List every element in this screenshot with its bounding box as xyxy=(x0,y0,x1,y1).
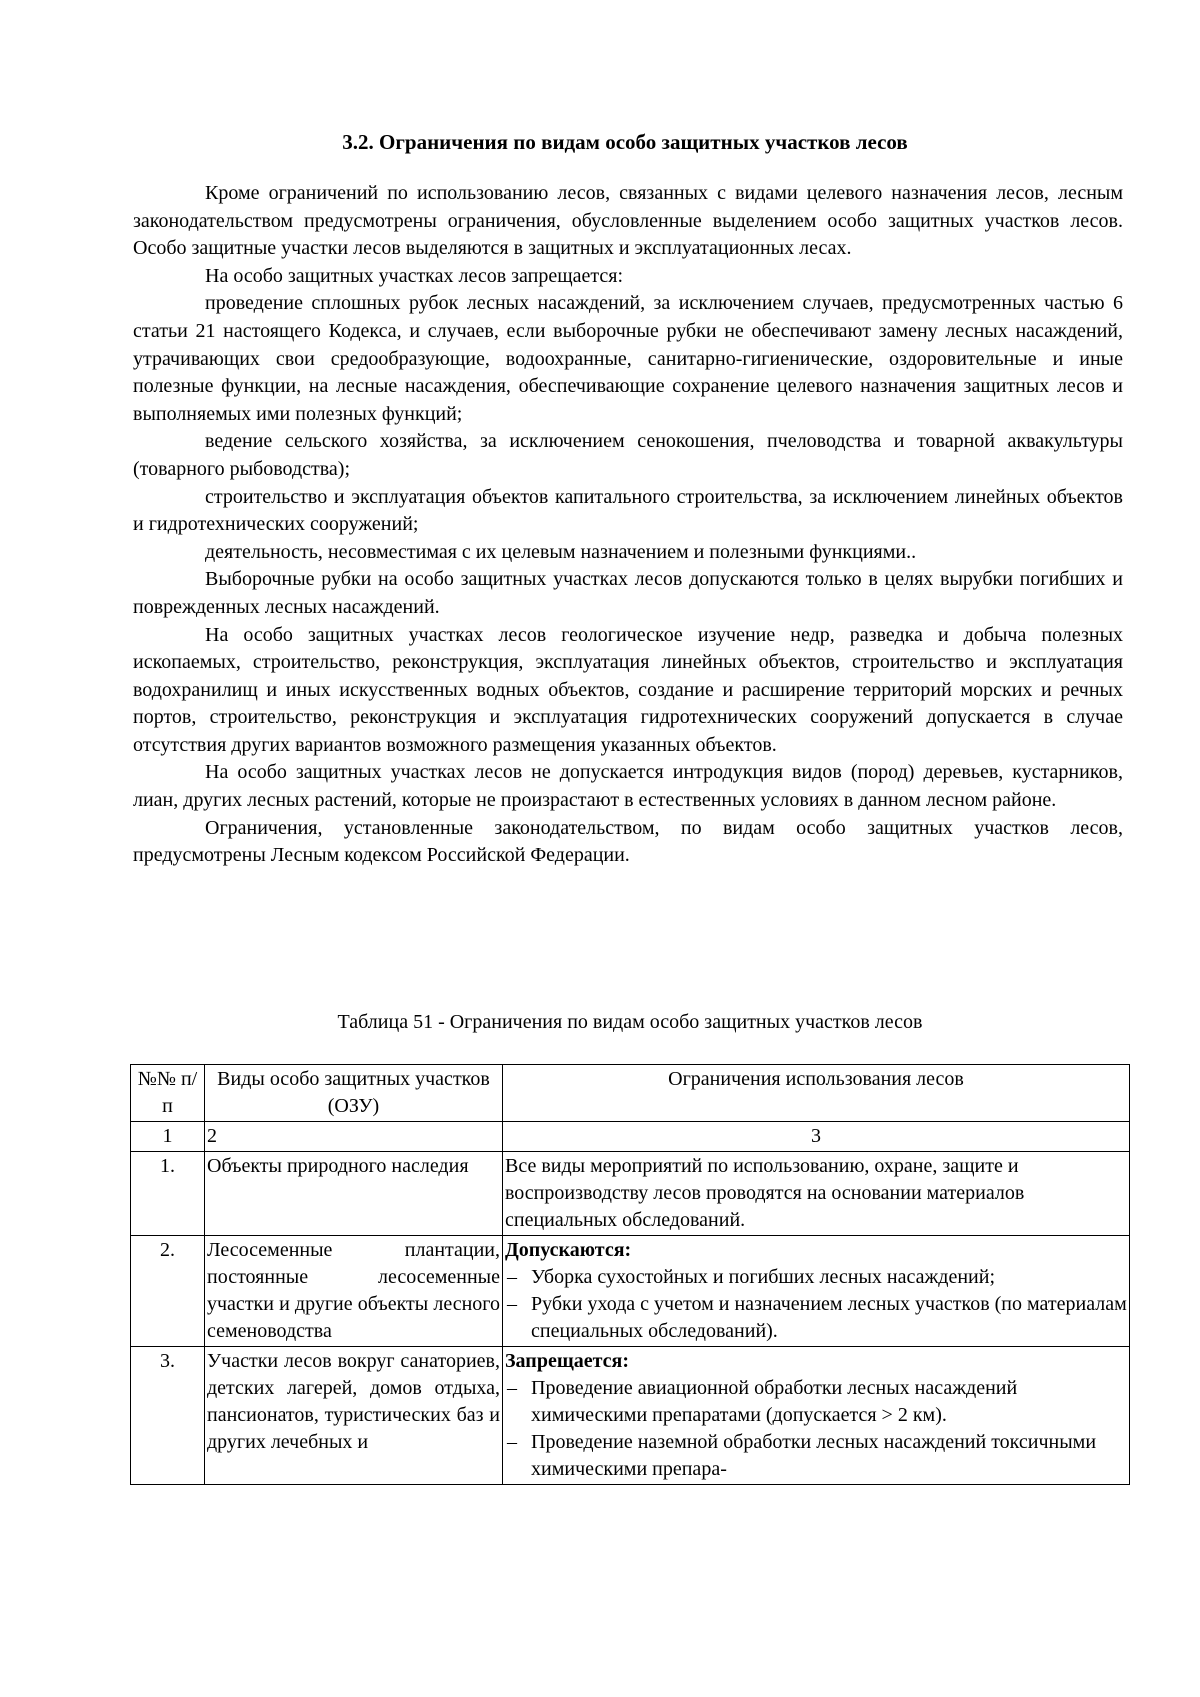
column-number: 3 xyxy=(503,1122,1130,1152)
restriction-lead: Запрещается: xyxy=(505,1350,630,1372)
table-row xyxy=(131,1347,1130,1485)
paragraph: строительство и эксплуатация объектов капитального строительства, за исключением линейных объектов и гидротехнических сооружений; xyxy=(133,485,1123,536)
paragraph: Ограничения, установленные законодательством, по видам особо защитных участков лесов, предусмотрены Лесным кодексом Российской Федерации. xyxy=(133,816,1123,867)
restriction-list xyxy=(505,1375,1127,1483)
paragraph: ведение сельского хозяйства, за исключением сенокошения, пчеловодства и товарной аквакультуры (товарного рыбоводства); xyxy=(133,430,1123,480)
row-number: 2. xyxy=(131,1236,205,1347)
row-restrictions xyxy=(503,1347,1130,1485)
restriction-lead: Допускаются: xyxy=(505,1239,632,1261)
body-text xyxy=(133,180,1123,870)
header-kind: Виды особо защитных участков (ОЗУ) xyxy=(205,1065,503,1122)
paragraph: Выборочные рубки на особо защитных участках лесов допускаются только в целях вырубки погибших и поврежденных лесных насаждений. xyxy=(133,568,1123,618)
table-row xyxy=(131,1236,1130,1347)
column-number: 2 xyxy=(205,1122,503,1152)
row-kind: Лесосеменные плантации, постоянные лесосеменные участки и другие объекты лесного семеноводства xyxy=(205,1236,503,1347)
header-number: №№ п/п xyxy=(131,1065,205,1122)
row-number: 3. xyxy=(131,1347,205,1485)
row-restrictions xyxy=(503,1236,1130,1347)
list-item: – Уборка сухостойных и погибших лесных насаждений; xyxy=(505,1264,1127,1291)
table-caption: Таблица 51 - Ограничения по видам особо защитных участков лесов xyxy=(337,1011,923,1033)
table-row xyxy=(131,1152,1130,1236)
section-title: 3.2. Ограничения по видам особо защитных участков лесов xyxy=(342,130,908,154)
table-header-row xyxy=(131,1065,1130,1122)
restrictions-table xyxy=(130,1064,1130,1485)
paragraph: проведение сплошных рубок лесных насаждений, за исключением случаев, предусмотренных частью 6 статьи 21 настоящего Кодекса, и случаев, если выборочные рубки не обеспечивают замену лесных насаждений, утрачивающих свои средообразующие, водоохранные, санитарно-гигиенические, оздоровительные и иные полезные функции, на лесные насаждения, обеспечивающие сохранение целевого назначения защитных лесов и выполняемых ими полезных функций; xyxy=(133,292,1123,425)
row-kind: Участки лесов вокруг санаториев, детских лагерей, домов отдыха, пансионатов, туристических баз и других лечебных и xyxy=(205,1347,503,1485)
header-restrictions: Ограничения использования лесов xyxy=(503,1065,1130,1122)
list-item: – Проведение наземной обработки лесных насаждений токсичными химическими препара- xyxy=(505,1429,1127,1483)
paragraph: На особо защитных участках лесов геологическое изучение недр, разведка и добыча полезных ископаемых, строительство, реконструкция, эксплуатация линейных объектов, строительство и эксплуатация водохранилищ и иных искусственных водных объектов, создание и расширение территорий морских и речных портов, строительство, реконструкция и эксплуатация гидротехнических сооружений допускается в случае отсутствия других вариантов возможного размещения указанных объектов. xyxy=(133,623,1123,756)
paragraph: деятельность, несовместимая с их целевым назначением и полезными функциями.. xyxy=(205,540,917,563)
paragraph: На особо защитных участках лесов запрещается: xyxy=(205,264,624,287)
list-item: – Проведение авиационной обработки лесных насаждений химическими препаратами (допускается > 2 км). xyxy=(505,1375,1127,1429)
column-number-row xyxy=(131,1122,1130,1152)
paragraph: На особо защитных участках лесов не допускается интродукция видов (пород) деревьев, кустарников, лиан, других лесных растений, которые не произрастают в естественных условиях в данном лесном районе. xyxy=(133,761,1123,812)
row-restriction-text: Все виды мероприятий по использованию, охране, защите и воспроизводству лесов проводятся на основании материалов специальных обследований. xyxy=(503,1152,1130,1236)
row-kind: Объекты природного наследия xyxy=(205,1152,503,1236)
row-number: 1. xyxy=(131,1152,205,1236)
paragraph: Кроме ограничений по использованию лесов, связанных с видами целевого назначения лесов, лесным законодательством предусмотрены ограничения, обусловленные выделением особо защитных участков лесов. Особо защитные участки лесов выделяются в защитных и эксплуатационных лесах. xyxy=(133,182,1123,260)
column-number: 1 xyxy=(131,1122,205,1152)
restriction-list xyxy=(505,1264,1127,1345)
list-item: – Рубки ухода с учетом и назначением лесных участков (по материалам специальных обследований). xyxy=(505,1291,1127,1345)
